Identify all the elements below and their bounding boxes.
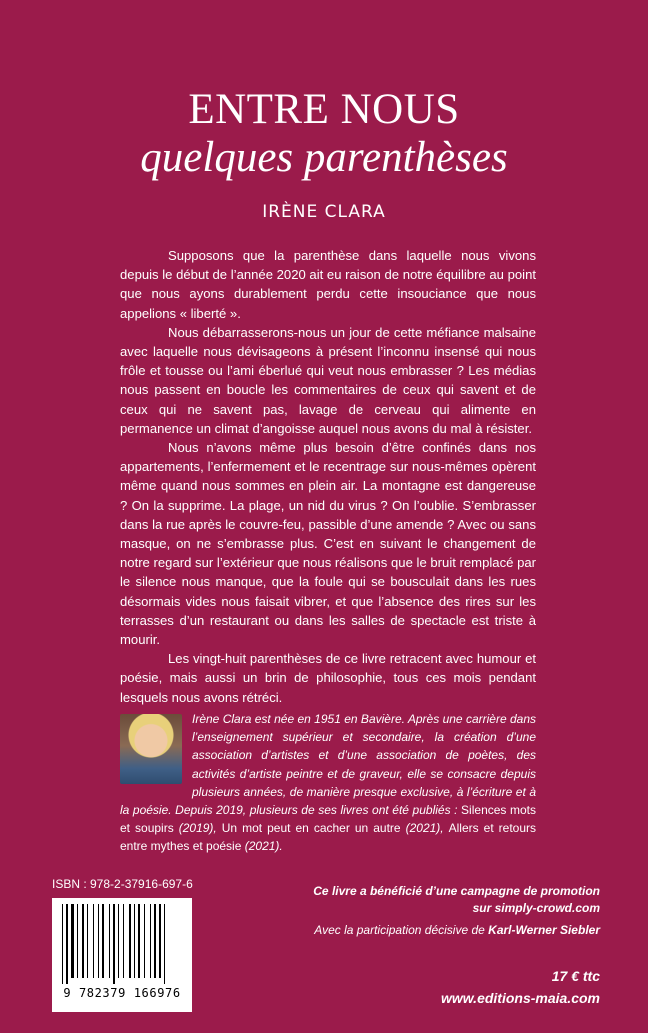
barcode-bar xyxy=(66,904,68,984)
book-title: ENTRE NOUS xyxy=(188,86,460,133)
barcode-bar xyxy=(134,904,135,978)
author-photo xyxy=(120,714,182,784)
isbn-label: ISBN : 978-2-37916-697-6 xyxy=(52,877,193,891)
promotion-line: Ce livre a bénéficié d’une campagne de promotion xyxy=(313,884,600,898)
bio-book-year: (2021) xyxy=(405,821,441,836)
barcode-bar xyxy=(164,904,165,984)
blurb xyxy=(120,246,536,707)
bio-book-title: Allers et retours entre mythes et poésie xyxy=(120,821,537,854)
bio-separator: , xyxy=(440,821,449,836)
barcode-bar xyxy=(129,904,131,978)
barcode-bar xyxy=(123,904,124,978)
barcode-bar xyxy=(118,904,119,978)
barcode-digits: 9 782379 166976 xyxy=(63,986,181,1000)
barcode xyxy=(52,898,192,1012)
bio-book-title: Un mot peut en cacher un autre xyxy=(221,821,406,836)
barcode-bar xyxy=(113,904,115,984)
barcode-bar xyxy=(138,904,140,978)
barcode-bar xyxy=(62,904,63,984)
barcode-bar xyxy=(154,904,156,978)
blurb-paragraph: Les vingt-huit parenthèses de ce livre retracent avec humour et poésie, mais aussi un brin de philosophie, tous ces mois pendant lesquels nous avons rétréci. xyxy=(120,651,536,705)
bio-book-year: (2021) xyxy=(244,839,280,854)
participation-note xyxy=(240,923,600,937)
participation-name: Karl-Werner Siebler xyxy=(488,923,600,937)
barcode-bar xyxy=(93,904,94,978)
barcode-bar xyxy=(102,904,104,978)
book-subtitle: quelques parenthèses xyxy=(140,134,508,181)
author-bio xyxy=(120,710,536,856)
barcode-bar xyxy=(159,904,161,978)
barcode-bars xyxy=(60,904,184,984)
barcode-bar xyxy=(144,904,145,978)
bio-intro: Irène Clara est née en 1951 en Bavière. Après une carrière dans l’enseignement supérieur et secondaire, la création d’une association d’artistes et d’une association de poètes, des activités d’artiste peintre et de graveur, elle se consacre depuis plusieurs années, de manière presque exclusive, à l’écriture et à la poésie. Depuis 2019, plusieurs de ses livres ont été publiés : xyxy=(120,712,536,818)
bio-end: . xyxy=(279,839,283,854)
price: 17 € ttc xyxy=(551,968,600,984)
promotion-note xyxy=(270,883,600,917)
participation-prefix: Avec la participation décisive de xyxy=(314,923,489,937)
barcode-bar xyxy=(71,904,74,978)
promotion-link[interactable]: sur simply-crowd.com xyxy=(472,901,600,915)
barcode-bar xyxy=(109,904,110,978)
bio-separator: , xyxy=(213,821,222,836)
author-name: IRÈNE CLARA xyxy=(262,202,386,222)
barcode-bar xyxy=(98,904,99,978)
barcode-bar xyxy=(77,904,78,978)
blurb-paragraph: Nous n’avons même plus besoin d’être confinés dans nos appartements, l’enfermement et le recentrage sur nous-mêmes opèrent même quand nous sommes en plein air. La montagne est dangereuse ? On la supprime. La plage, un nid du virus ? On l’oublie. S’embrasser dans la rue après le couvre-feu, passible d’une amende ? Avec ou sans masque, on ne s’embrasse plus. C’est en suivant le changement de notre regard sur l’extérieur que nous réalisons que le bruit remplacé par le silence nous manque, que la foule qui se bousculait dans les rues désormais vides nous faisait vibrer, et que l’absence des rires sur les terrasses d’un restaurant ou dans les salles de spectacle est triste à mourir. xyxy=(120,440,536,648)
barcode-bar xyxy=(82,904,84,978)
blurb-paragraph: Nous débarrasserons-nous un jour de cette méfiance malsaine avec laquelle nous dévisageons à présent l’inconnu insensé qui nous frôle et tousse ou l’ami éberlué qui veut nous embrasser ? Les médias nous passent en boucle les commentaires de ceux qui savent et de ceux qui ne savent pas, lavage de cerveau qui alimente en permanence un climat d’angoisse auquel nous avons du mal à résister. xyxy=(120,324,536,436)
bio-book-year: (2019) xyxy=(178,821,214,836)
bio-book-title: Silences mots et soupirs xyxy=(120,803,536,836)
barcode-bar xyxy=(87,904,88,978)
blurb-paragraph: Supposons que la parenthèse dans laquelle nous vivons depuis le début de l’année 2020 ait eu raison de notre équilibre au point que nous ayons durablement perdu cette insouciance que nous appelions « liberté ». xyxy=(120,248,536,321)
barcode-bar xyxy=(150,904,151,978)
publisher-website[interactable]: www.editions-maia.com xyxy=(441,990,600,1006)
